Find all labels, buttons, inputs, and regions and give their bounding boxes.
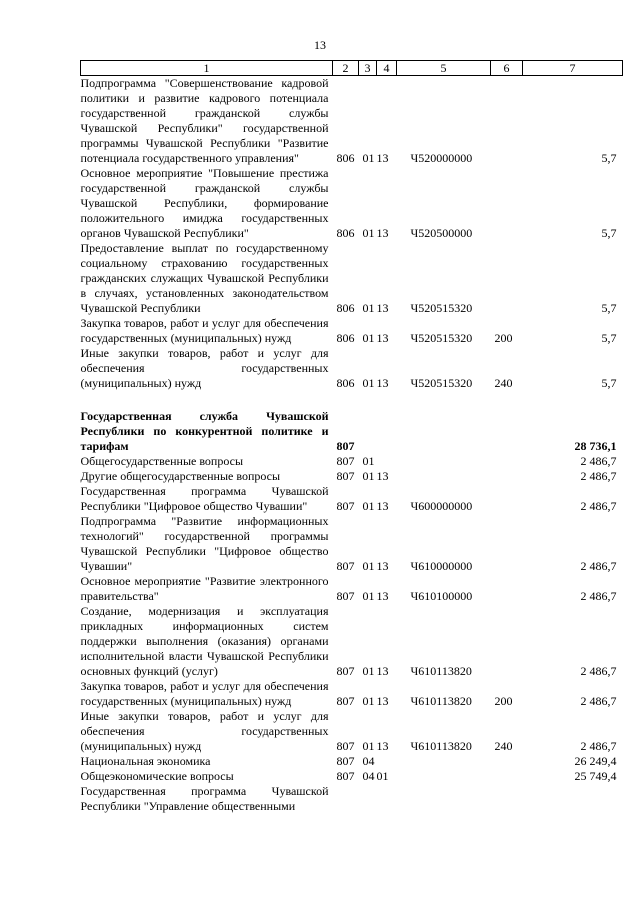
row-amount: 2 486,7 — [580, 559, 617, 573]
header-col-7: 7 — [523, 61, 623, 76]
row-expense-type — [491, 454, 523, 469]
row-section-code: 04 — [362, 754, 375, 768]
row-amount: 5,7 — [601, 301, 617, 315]
row-amount: 2 486,7 — [580, 454, 617, 468]
row-subsection-code — [377, 454, 397, 469]
table-row — [81, 604, 623, 679]
header-col-2: 2 — [333, 61, 359, 76]
row-section-code: 01 — [362, 226, 375, 240]
row-name: Подпрограмма "Развитие информационных технологий" государственной программы Чувашской Республики "Цифровое общество Чувашии" — [80, 514, 329, 573]
table-row — [81, 454, 623, 469]
row-name: Подпрограмма "Совершенствование кадровой политики и развитие кадрового потенциала государственной гражданской службы Чувашской Республики" государственной программы Чувашской Республики "Развитие потенциала государственного управления" — [80, 76, 329, 165]
row-gr-code: 807 — [336, 439, 355, 453]
row-section-code: 01 — [362, 454, 375, 468]
row-target-article: Ч610113820 — [410, 694, 472, 708]
row-subsection-code: 13 — [376, 469, 389, 483]
row-target-article: Ч520515320 — [410, 301, 473, 315]
header-col-5: 5 — [397, 61, 491, 76]
row-amount: 26 249,4 — [574, 754, 617, 768]
row-subsection-code — [377, 754, 397, 769]
row-amount — [523, 784, 623, 814]
row-expense-type — [491, 166, 523, 241]
row-section-code: 01 — [362, 469, 375, 483]
row-amount: 2 486,7 — [580, 499, 617, 513]
row-gr-code: 806 — [336, 151, 355, 165]
row-amount: 28 736,1 — [574, 439, 617, 453]
row-expense-type: 240 — [494, 739, 513, 753]
row-name: Государственная программа Чувашской Республики "Управление общественными — [80, 784, 329, 813]
row-subsection-code: 13 — [376, 739, 389, 753]
row-subsection-code — [377, 409, 397, 454]
row-name: Закупка товаров, работ и услуг для обеспечения государственных (муниципальных) нужд — [80, 316, 329, 345]
table-row — [81, 76, 623, 167]
table-row — [81, 769, 623, 784]
row-name: Закупка товаров, работ и услуг для обеспечения государственных (муниципальных) нужд — [80, 679, 329, 708]
budget-table — [80, 60, 623, 814]
row-name: Иные закупки товаров, работ и услуг для обеспечения государственных (муниципальных) нужд — [80, 709, 329, 753]
table-row — [81, 346, 623, 391]
row-target-article: Ч600000000 — [410, 499, 473, 513]
row-subsection-code: 13 — [376, 694, 389, 708]
row-expense-type — [491, 514, 523, 574]
row-gr-code: 807 — [336, 469, 355, 483]
row-subsection-code: 01 — [376, 769, 389, 783]
row-name: Создание, модернизация и эксплуатация прикладных информационных систем поддержки выполнения (оказания) органами исполнительной власти Чувашской Республики основных функций (услуг) — [80, 604, 329, 678]
row-subsection-code: 13 — [376, 331, 389, 345]
row-expense-type — [491, 604, 523, 679]
row-section-code: 01 — [362, 664, 375, 678]
row-name: Общеэкономические вопросы — [80, 769, 234, 783]
row-gr-code: 807 — [336, 739, 355, 753]
row-subsection-code: 13 — [376, 301, 389, 315]
row-gr-code: 807 — [336, 754, 355, 768]
row-section-code: 01 — [362, 694, 375, 708]
header-col-1: 1 — [81, 61, 333, 76]
row-amount: 5,7 — [601, 376, 617, 390]
row-gr-code — [333, 784, 359, 814]
row-expense-type — [491, 574, 523, 604]
row-expense-type — [491, 469, 523, 484]
row-subsection-code: 13 — [376, 499, 389, 513]
row-section-code: 01 — [362, 376, 375, 390]
row-amount: 2 486,7 — [580, 469, 617, 483]
row-expense-type — [491, 76, 523, 167]
row-gr-code: 807 — [336, 769, 355, 783]
row-target-article — [397, 769, 491, 784]
row-amount: 5,7 — [601, 151, 617, 165]
row-expense-type: 200 — [494, 331, 513, 345]
table-row — [81, 316, 623, 346]
row-name: Предоставление выплат по государственному социальному страхованию государственных гражданских служащих Чувашской Республики в случаях, установленных законодательством Чувашской Республики — [80, 241, 329, 315]
row-name: Другие общегосударственные вопросы — [80, 469, 281, 483]
table-row — [81, 709, 623, 754]
table-row — [81, 469, 623, 484]
row-amount: 2 486,7 — [580, 694, 617, 708]
row-subsection-code: 13 — [376, 151, 389, 165]
table-row — [81, 679, 623, 709]
row-target-article: Ч520515320 — [410, 331, 473, 345]
table-row — [81, 241, 623, 316]
row-name: Основное мероприятие "Повышение престижа государственной гражданской службы Чувашской Республики, формирование положительного имиджа государственных органов Чувашской Республики" — [80, 166, 329, 240]
row-subsection-code: 13 — [376, 559, 389, 573]
row-target-article: Ч610100000 — [410, 589, 473, 603]
row-gr-code: 806 — [336, 376, 355, 390]
row-section-code: 01 — [362, 301, 375, 315]
row-target-article — [397, 754, 491, 769]
row-subsection-code: 13 — [376, 664, 389, 678]
row-expense-type — [491, 409, 523, 454]
row-section-code: 01 — [362, 739, 375, 753]
table-row — [81, 484, 623, 514]
row-expense-type — [491, 769, 523, 784]
row-name: Основное мероприятие "Развитие электронного правительства" — [80, 574, 329, 603]
row-subsection-code: 13 — [376, 376, 389, 390]
row-subsection-code: 13 — [376, 589, 389, 603]
row-target-article: Ч610113820 — [410, 664, 472, 678]
row-target-article — [397, 469, 491, 484]
spacer-row — [81, 391, 623, 409]
row-gr-code: 806 — [336, 331, 355, 345]
row-section-code: 01 — [362, 151, 375, 165]
row-expense-type — [491, 241, 523, 316]
row-gr-code: 807 — [336, 559, 355, 573]
row-target-article: Ч610113820 — [410, 739, 472, 753]
row-amount: 25 749,4 — [574, 769, 617, 783]
row-section-code — [359, 784, 377, 814]
header-col-6: 6 — [491, 61, 523, 76]
row-amount: 5,7 — [601, 226, 617, 240]
row-amount: 2 486,7 — [580, 664, 617, 678]
table-header — [81, 61, 623, 76]
row-gr-code: 807 — [336, 694, 355, 708]
row-name: Национальная экономика — [80, 754, 211, 768]
table-body — [81, 76, 623, 815]
row-gr-code: 807 — [336, 664, 355, 678]
row-section-code: 01 — [362, 499, 375, 513]
row-name: Государственная служба Чувашской Республики по конкурентной политике и тарифам — [80, 409, 329, 453]
row-amount: 2 486,7 — [580, 739, 617, 753]
row-target-article — [397, 409, 491, 454]
row-subsection-code: 13 — [376, 226, 389, 240]
table-row — [81, 166, 623, 241]
row-name: Общегосударственные вопросы — [80, 454, 244, 468]
row-section-code: 01 — [362, 589, 375, 603]
table-row — [81, 784, 623, 814]
row-section-code: 01 — [362, 331, 375, 345]
row-expense-type — [491, 484, 523, 514]
row-section-code — [359, 409, 377, 454]
row-section-code: 04 — [362, 769, 375, 783]
row-subsection-code — [377, 784, 397, 814]
row-gr-code: 806 — [336, 226, 355, 240]
table-row — [81, 409, 623, 454]
row-target-article: Ч520500000 — [410, 226, 473, 240]
row-target-article: Ч520000000 — [410, 151, 473, 165]
row-target-article: Ч610000000 — [410, 559, 473, 573]
row-target-article — [397, 454, 491, 469]
row-amount: 2 486,7 — [580, 589, 617, 603]
spacer-cell — [81, 391, 623, 409]
table-row — [81, 514, 623, 574]
row-target-article — [397, 784, 491, 814]
row-gr-code: 807 — [336, 589, 355, 603]
row-gr-code: 807 — [336, 454, 355, 468]
page-number: 13 — [314, 38, 326, 52]
row-gr-code: 806 — [336, 301, 355, 315]
row-section-code: 01 — [362, 559, 375, 573]
row-expense-type — [491, 754, 523, 769]
row-expense-type: 240 — [494, 376, 513, 390]
row-gr-code: 807 — [336, 499, 355, 513]
row-name: Государственная программа Чувашской Республики "Цифровое общество Чувашии" — [80, 484, 329, 513]
row-expense-type: 200 — [494, 694, 513, 708]
table-row — [81, 574, 623, 604]
header-col-4: 4 — [377, 61, 397, 76]
row-expense-type — [491, 784, 523, 814]
table-row — [81, 754, 623, 769]
row-target-article: Ч520515320 — [410, 376, 473, 390]
header-col-3: 3 — [359, 61, 377, 76]
row-amount: 5,7 — [601, 331, 617, 345]
row-name: Иные закупки товаров, работ и услуг для обеспечения государственных (муниципальных) нужд — [80, 346, 329, 390]
